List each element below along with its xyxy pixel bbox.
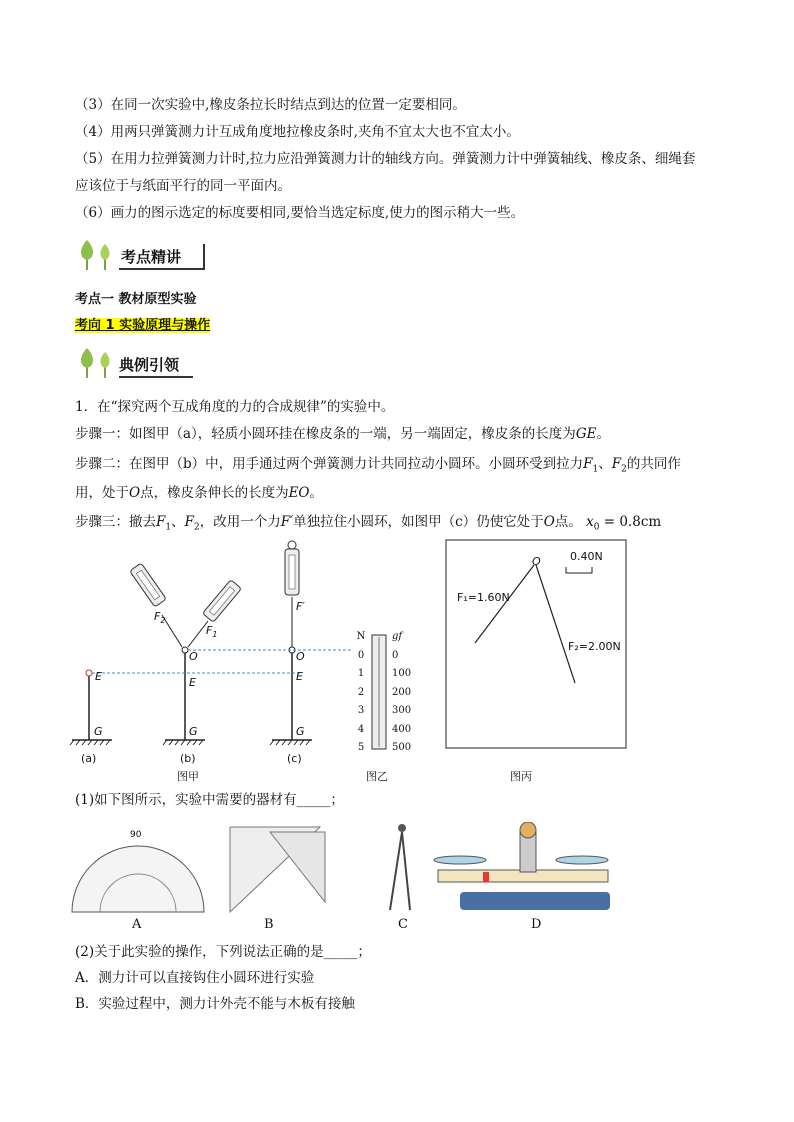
kaoxiang-heading [75, 316, 210, 336]
scale-left-numbers [353, 628, 369, 758]
label-e-c: E [296, 670, 303, 683]
unit: gf [392, 631, 403, 642]
text: 步骤二：在图甲（b）中，用手通过两个弹簧测力计共同拉动小圆环。小圆环受到拉力 [75, 456, 584, 472]
section-heading-kaodian [75, 238, 215, 272]
tick: 2 [357, 686, 365, 698]
tick: 4 [357, 723, 365, 735]
leaf-icon [75, 346, 119, 378]
label-g-c: G [296, 725, 305, 738]
question-1: (1)如下图所示，实验中需要的器材有_____； [75, 792, 344, 808]
divider [203, 244, 205, 268]
text: 单独拉住小圆环，如图甲（c）仍使它处于 [293, 514, 544, 530]
option-b[interactable]: B．实验过程中，测力计外壳不能与木板有接触 [75, 996, 355, 1012]
tick: 3 [357, 705, 365, 716]
label-g-b: G [189, 725, 198, 738]
set-square-icon [230, 827, 325, 912]
tick: 200 [392, 686, 412, 698]
tick: 0 [392, 649, 399, 661]
leaf-icon [75, 238, 119, 270]
equip-label-a: A [132, 917, 142, 932]
text: ，改用一个力 [199, 514, 281, 530]
var-o: O [129, 485, 141, 501]
note-5-cont: 应该位于与纸面平行的同一平面内。 [75, 178, 291, 194]
text: 用，处于 [75, 485, 129, 501]
var-f1: F [156, 514, 166, 530]
label-f2 [154, 610, 165, 625]
option-a[interactable]: A．测力计可以直接钩住小圆环进行实验 [75, 970, 315, 986]
caption-bing: 图丙 [510, 770, 532, 783]
question-step1 [75, 424, 610, 444]
text: 点，橡皮条伸长的长度为 [140, 485, 289, 501]
caption-yi: 图乙 [366, 770, 388, 783]
label-b: (b) [180, 752, 196, 765]
equip-label-b: B [264, 917, 274, 932]
note-4: （4）用两只弹簧测力计互成角度地拉橡皮条时,夹角不宜太大也不宜太小。 [75, 124, 520, 140]
text: 、 [598, 456, 612, 472]
label-f1 [206, 624, 217, 639]
x0-value: = 0.8cm [599, 514, 662, 530]
question-intro: 1．在“探究两个互成角度的力的合成规律”的实验中。 [75, 399, 395, 415]
label-o-b: O [189, 650, 198, 663]
ground-hatch-a [70, 740, 112, 745]
ground-hatch-c [270, 740, 312, 745]
label-g-a: G [94, 725, 103, 738]
question-2: (2)关于此实验的操作，下列说法正确的是_____； [75, 944, 371, 960]
text: 步骤三：撤去 [75, 514, 156, 530]
text: 。 [596, 426, 610, 442]
question-step2 [75, 454, 681, 480]
note-3: （3）在同一次实验中,橡皮条拉长时结点到达的位置一定要相同。 [75, 97, 466, 113]
sub: 1 [212, 630, 218, 640]
spring-scale-left [130, 563, 167, 607]
sub: 1 [592, 464, 599, 475]
scale-right-numbers [392, 628, 422, 758]
text: 步骤一：如图甲（a），轻质小圆环挂在橡皮条的一端，另一端固定，橡皮条的长度为 [75, 426, 576, 442]
equipment-panel [70, 822, 630, 922]
tick: 400 [392, 723, 412, 735]
kaoxiang-highlight: 考向 1 实验原理与操作 [75, 318, 211, 333]
equip-label-c: C [398, 917, 408, 932]
ground-hatch-b [163, 740, 205, 745]
ring-a [86, 670, 92, 676]
kaodian-heading: 考点一 教材原型实验 [75, 292, 197, 307]
label-c: (c) [287, 752, 302, 765]
label-o-c: O [296, 650, 305, 663]
spring-scale-vertical [285, 541, 299, 595]
text: 。 [309, 485, 324, 501]
sub: 2 [193, 522, 200, 533]
question-step2-cont [75, 483, 323, 503]
label-e-a: E [95, 670, 102, 683]
text: F [154, 610, 161, 623]
compass-icon [390, 824, 410, 910]
spring-scale-right [202, 580, 241, 623]
note-6: （6）画力的图示选定的标度要相同,要恰当选定标度,使力的图示稍大一些。 [75, 205, 525, 221]
section-heading-dianli [75, 346, 195, 380]
tick: 500 [392, 742, 412, 753]
tick: 100 [392, 668, 412, 679]
var-o: O [543, 514, 555, 530]
label-fprime: F′ [296, 600, 305, 613]
var-f1: F [583, 456, 593, 472]
var-x0: x [586, 514, 594, 530]
equip-label-d: D [531, 917, 542, 932]
bing-f2-line [536, 565, 575, 683]
scale-ruler [372, 635, 386, 749]
sub: 1 [165, 522, 172, 533]
divider [119, 268, 205, 270]
label-a: (a) [81, 752, 97, 765]
bing-o-label: O [532, 555, 541, 568]
var-f2: F [184, 514, 194, 530]
balance-scale-icon [434, 822, 610, 910]
section-title: 考点精讲 [121, 248, 182, 266]
sub: 2 [621, 464, 627, 475]
text: F [206, 624, 213, 637]
bing-f1-label: F₁=1.60N [457, 591, 510, 604]
sub: 2 [160, 616, 166, 626]
var-fprime: F′ [280, 514, 294, 530]
var-ge: GE [575, 426, 597, 442]
tick: 300 [392, 705, 412, 716]
tick: 5 [357, 742, 365, 753]
bing-scale-bar [566, 567, 592, 573]
bing-scale-label: 0.40N [570, 550, 603, 563]
text: 、 [171, 514, 185, 530]
ring-b [182, 647, 188, 653]
text: 点。 [554, 514, 582, 530]
string-f1 [188, 621, 208, 647]
bing-f1-line [475, 565, 534, 643]
protractor-mark: 90 [130, 830, 142, 840]
sub: 0 [593, 522, 600, 533]
caption-jia: 图甲 [177, 770, 199, 783]
note-5: （5）在用力拉弹簧测力计时,拉力应沿弹簧测力计的轴线方向。弹簧测力计中弹簧轴线、橡皮条、细绳套 [75, 151, 696, 167]
section-title: 典例引领 [119, 356, 180, 374]
unit: N [356, 631, 366, 642]
protractor-icon [72, 846, 204, 912]
tick: 0 [357, 649, 365, 661]
question-step3 [75, 512, 661, 538]
label-e-b: E [189, 676, 196, 689]
var-f2: F [611, 456, 622, 472]
tick: 1 [357, 668, 365, 679]
bing-f2-label: F₂=2.00N [568, 640, 621, 653]
divider [119, 376, 193, 378]
text: 的共同作 [626, 456, 681, 472]
var-eo: EO [288, 485, 310, 501]
